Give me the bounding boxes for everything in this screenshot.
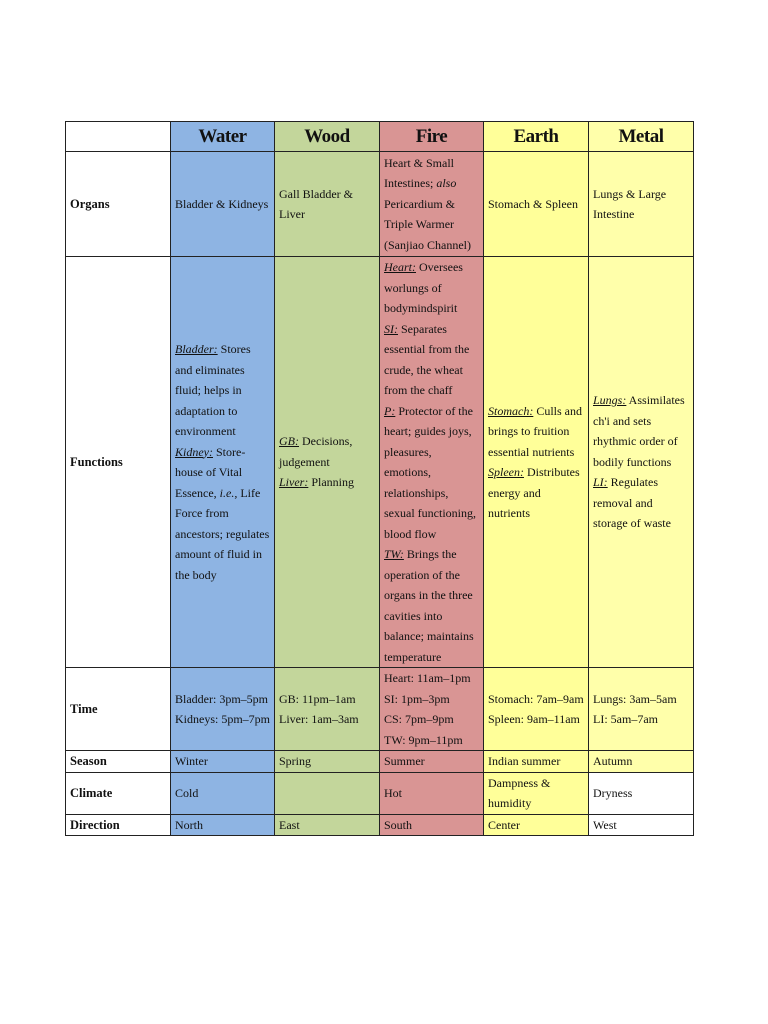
time-line: Liver: 1am–3am xyxy=(279,712,359,726)
row-direction xyxy=(66,814,694,836)
desc-kidney-a: Store-house of Vital Essence, xyxy=(175,444,246,500)
time-line: CS: 7pm–9pm xyxy=(384,712,454,726)
time-line: LI: 5am–7am xyxy=(593,712,658,726)
cell-organs-water: Bladder & Kidneys xyxy=(171,152,275,257)
cell-season-wood: Spring xyxy=(275,751,380,773)
cell-season-fire: Summer xyxy=(380,751,484,773)
cell-climate-water: Cold xyxy=(171,772,275,814)
desc-liver: Planning xyxy=(308,475,354,490)
cell-climate-metal: Dryness xyxy=(589,772,694,814)
cell-time-wood xyxy=(275,668,380,751)
cell-direction-earth: Center xyxy=(484,814,589,836)
cell-season-water: Winter xyxy=(171,751,275,773)
time-line: Stomach: 7am–9am xyxy=(488,691,584,706)
desc-kidney-ie: i.e., xyxy=(219,485,238,500)
cell-functions-fire xyxy=(380,257,484,668)
desc-heart: Oversees worlungs of bodymindspirit xyxy=(384,260,463,315)
cell-direction-metal: West xyxy=(589,814,694,836)
cell-climate-earth: Dampness & humidity xyxy=(484,772,589,814)
cell-direction-wood: East xyxy=(275,814,380,836)
desc-p: Protector of the heart; guides joys, pleasures, emotions, relationships, sexual functioning, blood flow xyxy=(384,403,476,541)
cell-functions-earth xyxy=(484,257,589,668)
cell-organs-earth: Stomach & Spleen xyxy=(484,152,589,257)
term-gb: GB: xyxy=(279,434,299,449)
header-fire: Fire xyxy=(380,122,484,152)
term-heart: Heart: xyxy=(384,260,416,274)
time-line: TW: 9pm–11pm xyxy=(384,732,463,747)
term-bladder: Bladder: xyxy=(175,342,218,356)
term-p: P: xyxy=(384,403,396,418)
term-lungs: Lungs: xyxy=(593,393,627,408)
desc-lungs: Assimilates ch'i and sets rhythmic order of bodily functions xyxy=(593,393,685,469)
header-water: Water xyxy=(171,122,275,152)
time-line: GB: 11pm–1am xyxy=(279,691,356,706)
cell-organs-wood: Gall Bladder & Liver xyxy=(275,152,380,257)
cell-season-earth: Indian summer xyxy=(484,751,589,773)
desc-gb: Decisions, judgement xyxy=(279,434,353,469)
cell-season-metal: Autumn xyxy=(589,751,694,773)
desc-bladder: Stores and eliminates fluid; helps in adaptation to environment xyxy=(175,342,251,438)
header-earth: Earth xyxy=(484,122,589,152)
term-si: SI: xyxy=(384,321,398,336)
row-time xyxy=(66,668,694,751)
five-elements-table xyxy=(65,121,694,836)
cell-time-earth xyxy=(484,668,589,751)
cell-organs-metal: Lungs & Large Intestine xyxy=(589,152,694,257)
cell-time-water xyxy=(171,668,275,751)
row-label-organs: Organs xyxy=(66,152,171,257)
row-label-functions: Functions xyxy=(66,257,171,668)
cell-functions-wood xyxy=(275,257,380,668)
desc-li: Regulates removal and storage of waste xyxy=(593,475,671,531)
time-line: Bladder: 3pm–5pm xyxy=(175,691,268,706)
desc-tw: Brings the operation of the organs in the three cavities into balance; maintains temperature xyxy=(384,547,474,664)
corner-cell xyxy=(66,122,171,152)
term-liver: Liver: xyxy=(279,475,309,490)
time-line: Lungs: 3am–5am xyxy=(593,691,677,706)
row-label-season: Season xyxy=(66,751,171,773)
cell-functions-metal xyxy=(589,257,694,668)
term-kidney: Kidney: xyxy=(175,444,213,459)
header-metal: Metal xyxy=(589,122,694,152)
row-label-climate: Climate xyxy=(66,772,171,814)
cell-climate-fire: Hot xyxy=(380,772,484,814)
header-row xyxy=(66,122,694,152)
cell-time-fire xyxy=(380,668,484,751)
row-organs xyxy=(66,152,694,257)
organs-fire-text-a: Heart & Small Intestines; xyxy=(384,155,454,191)
time-line: Kidneys: 5pm–7pm xyxy=(175,712,270,726)
time-line: SI: 1pm–3pm xyxy=(384,691,450,706)
term-li: LI: xyxy=(593,475,608,490)
desc-si: Separates essential from the crude, the wheat from the chaff xyxy=(384,321,470,397)
row-climate xyxy=(66,772,694,814)
time-line: Spleen: 9am–11am xyxy=(488,712,580,726)
header-wood: Wood xyxy=(275,122,380,152)
row-label-time: Time xyxy=(66,668,171,751)
cell-functions-water xyxy=(171,257,275,668)
row-season xyxy=(66,751,694,773)
cell-organs-fire xyxy=(380,152,484,257)
organs-fire-also: also xyxy=(436,176,457,191)
term-tw: TW: xyxy=(384,547,404,561)
desc-kidney-c: Life Force from ancestors; regulates amount of fluid in the body xyxy=(175,485,270,582)
time-line: Heart: 11am–1pm xyxy=(384,671,471,685)
term-stomach: Stomach: xyxy=(488,403,534,418)
organs-fire-text-c: Pericardium & Triple Warmer (Sanjiao Channel) xyxy=(384,196,471,252)
term-spleen: Spleen: xyxy=(488,465,524,479)
row-label-direction: Direction xyxy=(66,814,171,836)
cell-direction-water: North xyxy=(171,814,275,836)
desc-spleen: Distributes energy and nutrients xyxy=(488,465,580,520)
cell-direction-fire: South xyxy=(380,814,484,836)
row-functions xyxy=(66,257,694,668)
desc-stomach: Culls and brings to fruition essential nutrients xyxy=(488,403,582,459)
cell-time-metal xyxy=(589,668,694,751)
cell-climate-wood xyxy=(275,772,380,814)
